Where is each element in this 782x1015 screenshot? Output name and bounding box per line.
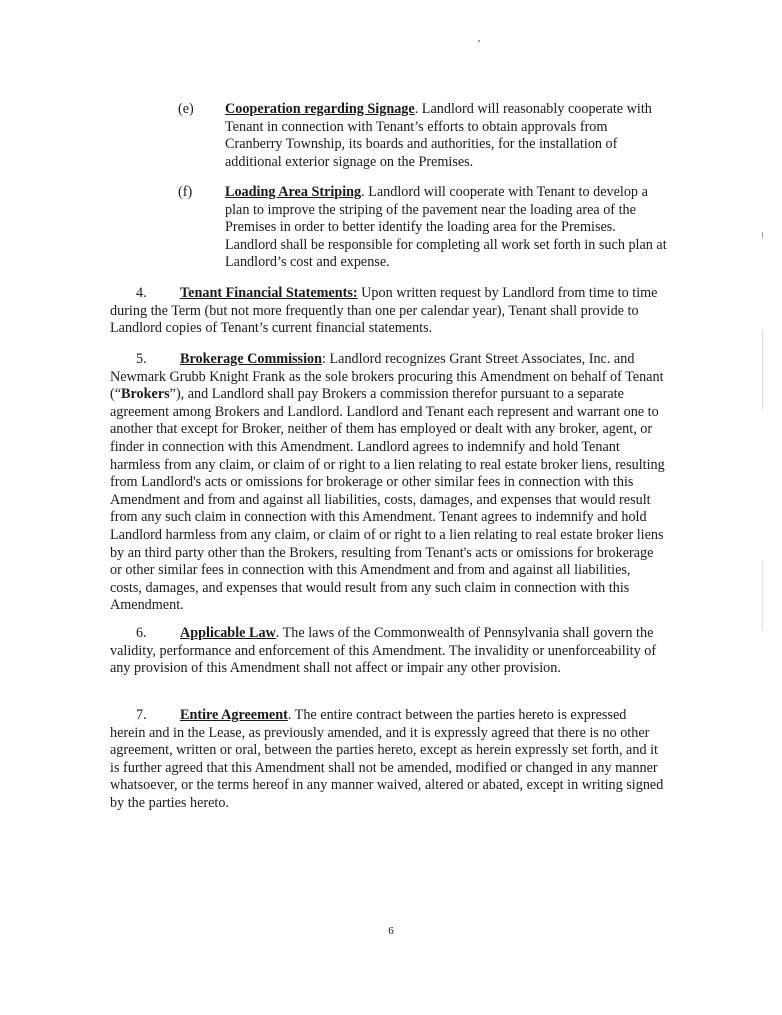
subsection-e	[178, 101, 668, 171]
section-heading: Applicable Law	[180, 625, 276, 641]
section-4	[110, 285, 665, 338]
section-text: . The laws of the Commonwealth of Pennsylvania shall govern the validity, performance and enforcement of this Amendment. The invalidity or unenforceability of any provision of this Amendment shall not affect or impair any other provision.	[110, 625, 657, 677]
section-number: 5.	[136, 351, 147, 367]
scan-edge-mark	[762, 330, 763, 410]
section-number: 6.	[136, 625, 147, 641]
section-heading: Tenant Financial Statements:	[180, 285, 358, 301]
subsection-letter: (e)	[178, 101, 194, 117]
subsection-letter: (f)	[178, 184, 193, 200]
section-7	[110, 707, 665, 813]
subsection-body	[225, 101, 668, 171]
scan-speck	[478, 40, 480, 42]
section-5	[110, 351, 665, 615]
page-number: 6	[388, 925, 394, 937]
subsection-body	[225, 184, 668, 272]
scan-speck	[762, 232, 763, 238]
subsection-text: . Landlord will reasonably cooperate with Tenant in connection with Tenant’s efforts to obtain approvals from Cranberry Township, its boards and authorities, for the installation of additional exterior signage on the Premises.	[225, 101, 652, 170]
scan-edge-mark	[762, 560, 763, 630]
section-number: 4.	[136, 285, 147, 301]
subsection-f	[178, 184, 668, 272]
section-text: Upon written request by Landlord from time to time during the Term (but not more frequently than one per calendar year), Tenant shall provide to Landlord copies of Tenant’s current financial statements.	[110, 285, 658, 337]
section-heading: Entire Agreement	[180, 707, 288, 723]
subsection-heading: Loading Area Striping	[225, 184, 362, 200]
defined-term-brokers: Brokers	[121, 386, 170, 403]
section-text: . The entire contract between the parties hereto is expressed herein and in the Lease, as previously amended, and it is expressly agreed that there is no other agreement, written or oral, between the parties hereto, except as herein expressly set forth, and it is further agreed that this Amendment shall not be amended, modified or changed in any manner whatsoever, or the terms hereof in any manner waived, altered or abated, except in writing signed by the parties hereto.	[110, 707, 664, 811]
section-heading: Brokerage Commission	[180, 351, 322, 367]
subsection-heading: Cooperation regarding Signage	[225, 101, 415, 117]
subsection-text: . Landlord will cooperate with Tenant to develop a plan to improve the striping of the pavement near the loading area of the Premises in order to better identify the loading area for the Premises. Landlord shall be responsible for completing all work set forth in such plan at Landlord’s cost and expense.	[225, 184, 667, 271]
section-number: 7.	[136, 707, 147, 723]
section-text-after: ”), and Landlord shall pay Brokers a commission therefor pursuant to a separate agreement among Brokers and Landlord. Landlord and Tenant each represent and warrant one to another that except for Broker, neither of them has employed or dealt with any broker, agent, or finder in connection with this Amendment. Landlord agrees to indemnify and hold Tenant harmless from any claim, or claim of or right to a lien relating to real estate broker liens, resulting from Landlord's acts or omissions for brokerage or other similar fees in connection with this Amendment and from and against all liabilities, costs, damages, and expenses that would result from any such claim in connection with this Amendment. Tenant agrees to indemnify and hold Landlord harmless from any claim, or claim of or right to a lien relating to real estate broker liens by an third party other than the Brokers, resulting from Tenant's acts or omissions for brokerage or other similar fees in connection with this Amendment and from and against all liabilities, costs, damages, and expenses that would result from any such claim in connection with this Amendment.	[110, 386, 665, 614]
section-6	[110, 625, 665, 678]
section-text-before: : Landlord recognizes Grant Street Associates, Inc. and Newmark Grubb Knight Frank as the sole brokers procuring this Amendment on behalf of Tenant (“	[110, 351, 664, 403]
